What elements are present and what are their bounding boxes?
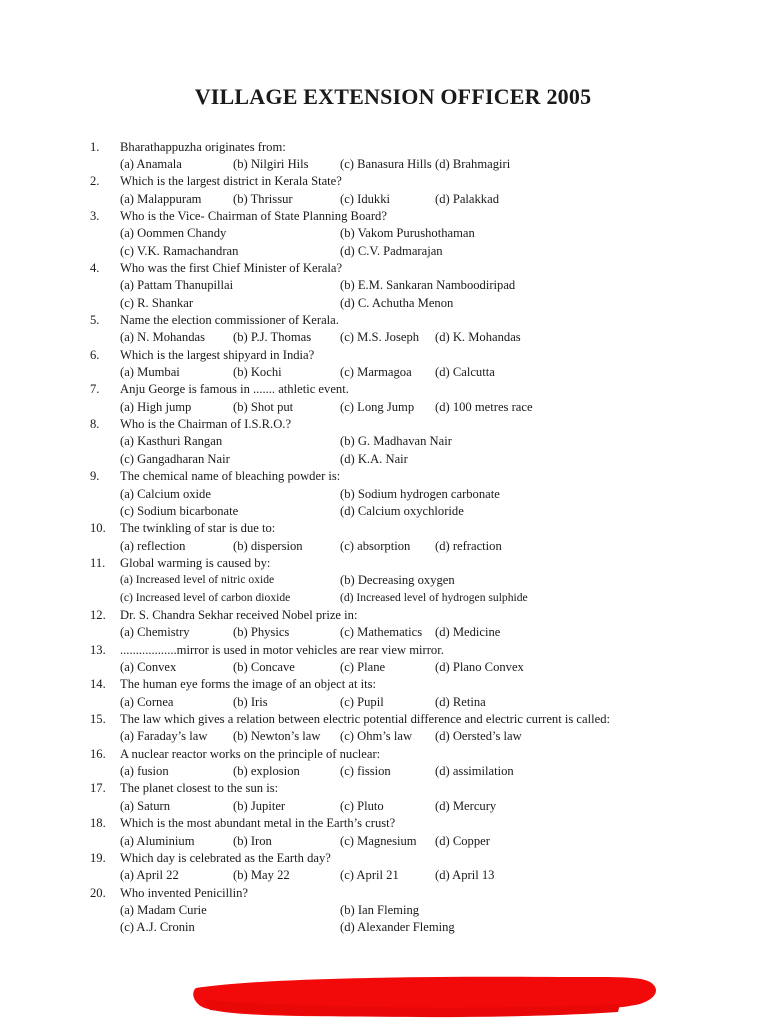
answer-option: (d) Retina: [435, 694, 486, 709]
answer-option: (b) Thrissur: [233, 191, 293, 206]
question-text: The human eye forms the image of an object at its:: [120, 677, 376, 692]
answer-option: (b) Iris: [233, 694, 268, 709]
answer-option: (a) April 22: [120, 868, 179, 883]
answer-option: (d) K.A. Nair: [340, 451, 408, 466]
question-text: The law which gives a relation between electric potential difference and electric current is called:: [120, 712, 610, 727]
page-title: VILLAGE EXTENSION OFFICER 2005: [194, 84, 592, 109]
question-number: 3.: [90, 208, 100, 223]
answer-option: (b) Newton’s law: [233, 729, 321, 744]
question-number: 6.: [90, 347, 100, 362]
answer-option: (a) N. Mohandas: [120, 330, 205, 345]
answer-option: (c) Increased level of carbon dioxide: [120, 590, 291, 604]
question-text: Which is the largest shipyard in India?: [120, 347, 315, 362]
answer-option: (d) Palakkad: [435, 191, 499, 206]
answer-option: (c) A.J. Cronin: [120, 920, 195, 935]
answer-option: (b) E.M. Sankaran Namboodiripad: [340, 278, 516, 293]
answer-option: (c) absorption: [340, 538, 411, 553]
question-text: Which day is celebrated as the Earth day?: [120, 850, 331, 865]
question-text: Which is the largest district in Kerala State?: [120, 174, 342, 189]
answer-option: (b) explosion: [233, 764, 300, 779]
answer-option: (c) Magnesium: [340, 833, 417, 848]
answer-option: (a) Oommen Chandy: [120, 226, 227, 241]
answer-option: (d) Oersted’s law: [435, 729, 522, 744]
question-text: The twinkling of star is due to:: [120, 521, 276, 536]
question-text: A nuclear reactor works on the principle of nuclear:: [120, 746, 381, 761]
answer-option: (b) Physics: [233, 625, 290, 640]
question-number: 19.: [90, 850, 106, 865]
answer-option: (d) Increased level of hydrogen sulphide: [340, 590, 528, 604]
answer-option: (d) assimilation: [435, 764, 514, 779]
answer-option: (b) P.J. Thomas: [233, 330, 312, 345]
question-number: 14.: [90, 677, 106, 692]
answer-option: (d) C.V. Padmarajan: [340, 243, 443, 258]
answer-option: (c) Mathematics: [340, 625, 423, 640]
answer-option: (c) April 21: [340, 868, 399, 883]
question-text: Bharathappuzha originates from:: [120, 139, 286, 154]
answer-option: (a) Anamala: [120, 156, 182, 171]
answer-option: (d) refraction: [435, 538, 502, 553]
answer-option: (b) Jupiter: [233, 798, 286, 813]
question-text: Who is the Chairman of I.S.R.O.?: [120, 417, 292, 432]
question-text: Who is the Vice- Chairman of State Planning Board?: [120, 208, 387, 223]
answer-option: (a) Aluminium: [120, 833, 195, 848]
answer-option: (c) Plane: [340, 660, 386, 674]
answer-option: (c) Ohm’s law: [340, 729, 413, 744]
question-text: The planet closest to the sun is:: [120, 781, 279, 796]
answer-option: (b) dispersion: [233, 538, 303, 553]
question-number: 13.: [90, 642, 106, 657]
answer-option: (c) Long Jump: [340, 399, 415, 414]
answer-option: (d) Plano Convex: [435, 660, 524, 674]
answer-option: (b) Ian Fleming: [340, 902, 420, 917]
question-text: Which is the most abundant metal in the Earth’s crust?: [120, 816, 396, 831]
answer-option: (a) fusion: [120, 764, 169, 779]
answer-option: (d) Calcutta: [435, 365, 495, 380]
question-text: The chemical name of bleaching powder is:: [120, 469, 341, 484]
answer-option: (b) Kochi: [233, 365, 282, 380]
answer-option: (a) reflection: [120, 538, 186, 553]
question-number: 9.: [90, 469, 100, 484]
answer-option: (d) 100 metres race: [435, 399, 533, 414]
answer-option: (d) Brahmagiri: [435, 156, 511, 171]
answer-option: (b) Decreasing oxygen: [340, 573, 455, 588]
answer-option: (a) Calcium oxide: [120, 486, 211, 501]
question-text: ..................mirror is used in motor vehicles are rear view mirror.: [120, 642, 444, 657]
question-text: Name the election commissioner of Kerala.: [120, 313, 339, 327]
answer-option: (a) Malappuram: [120, 191, 202, 206]
answer-option: (d) C. Achutha Menon: [340, 295, 454, 310]
answer-option: (a) Madam Curie: [120, 902, 207, 917]
answer-option: (c) R. Shankar: [120, 295, 194, 310]
question-number: 7.: [90, 382, 100, 397]
answer-option: (b) G. Madhavan Nair: [340, 434, 452, 449]
question-text: Who invented Penicillin?: [120, 885, 249, 900]
answer-option: (a) Cornea: [120, 694, 174, 709]
answer-option: (c) M.S. Joseph: [340, 330, 420, 345]
answer-option: (a) Convex: [120, 660, 177, 674]
answer-option: (d) Alexander Fleming: [340, 920, 455, 935]
answer-option: (a) Mumbai: [120, 365, 180, 380]
question-text: Who was the first Chief Minister of Kerala?: [120, 260, 343, 275]
answer-option: (c) V.K. Ramachandran: [120, 243, 239, 258]
answer-option: (a) High jump: [120, 399, 192, 414]
question-number: 8.: [90, 417, 100, 432]
answer-option: (d) Mercury: [435, 798, 497, 813]
question-number: 10.: [90, 521, 106, 536]
answer-option: (a) Chemistry: [120, 625, 190, 640]
answer-option: (c) Gangadharan Nair: [120, 451, 230, 466]
answer-option: (c) Pupil: [340, 694, 384, 709]
question-number: 1.: [90, 139, 100, 154]
question-number: 15.: [90, 712, 106, 727]
answer-option: (b) Concave: [233, 660, 295, 674]
redaction-mark: [0, 960, 768, 1024]
answer-option: (d) Medicine: [435, 625, 501, 640]
answer-option: (a) Increased level of nitric oxide: [120, 573, 275, 587]
answer-option: (b) May 22: [233, 868, 290, 883]
answer-option: (b) Iron: [233, 833, 272, 848]
answer-option: (c) Sodium bicarbonate: [120, 503, 239, 518]
answer-option: (c) Idukki: [340, 191, 391, 206]
answer-option: (a) Saturn: [120, 798, 171, 813]
question-text: Anju George is famous in ....... athletic event.: [120, 382, 349, 397]
answer-option: (c) Banasura Hills: [340, 156, 432, 171]
answer-option: (a) Kasthuri Rangan: [120, 434, 223, 449]
question-number: 12.: [90, 607, 106, 622]
answer-option: (c) fission: [340, 764, 391, 779]
question-number: 18.: [90, 816, 106, 831]
answer-option: (a) Faraday’s law: [120, 729, 208, 744]
question-number: 4.: [90, 260, 100, 275]
answer-option: (b) Sodium hydrogen carbonate: [340, 486, 500, 501]
answer-option: (d) April 13: [435, 868, 495, 883]
answer-option: (d) Calcium oxychloride: [340, 503, 464, 518]
answer-option: (d) Copper: [435, 833, 490, 848]
question-number: 17.: [90, 781, 106, 796]
question-number: 16.: [90, 746, 106, 761]
question-text: Global warming is caused by:: [120, 555, 271, 570]
question-text: Dr. S. Chandra Sekhar received Nobel prize in:: [120, 607, 358, 622]
answer-option: (b) Vakom Purushothaman: [340, 226, 475, 241]
answer-option: (d) K. Mohandas: [435, 330, 521, 345]
question-number: 20.: [90, 885, 106, 900]
answer-option: (b) Nilgiri Hils: [233, 156, 309, 171]
question-number: 11.: [90, 555, 106, 570]
answer-option: (b) Shot put: [233, 399, 294, 414]
question-number: 5.: [90, 313, 100, 327]
answer-option: (c) Marmagoa: [340, 365, 412, 380]
answer-option: (c) Pluto: [340, 798, 384, 813]
question-number: 2.: [90, 174, 100, 189]
answer-option: (a) Pattam Thanupillai: [120, 278, 234, 293]
